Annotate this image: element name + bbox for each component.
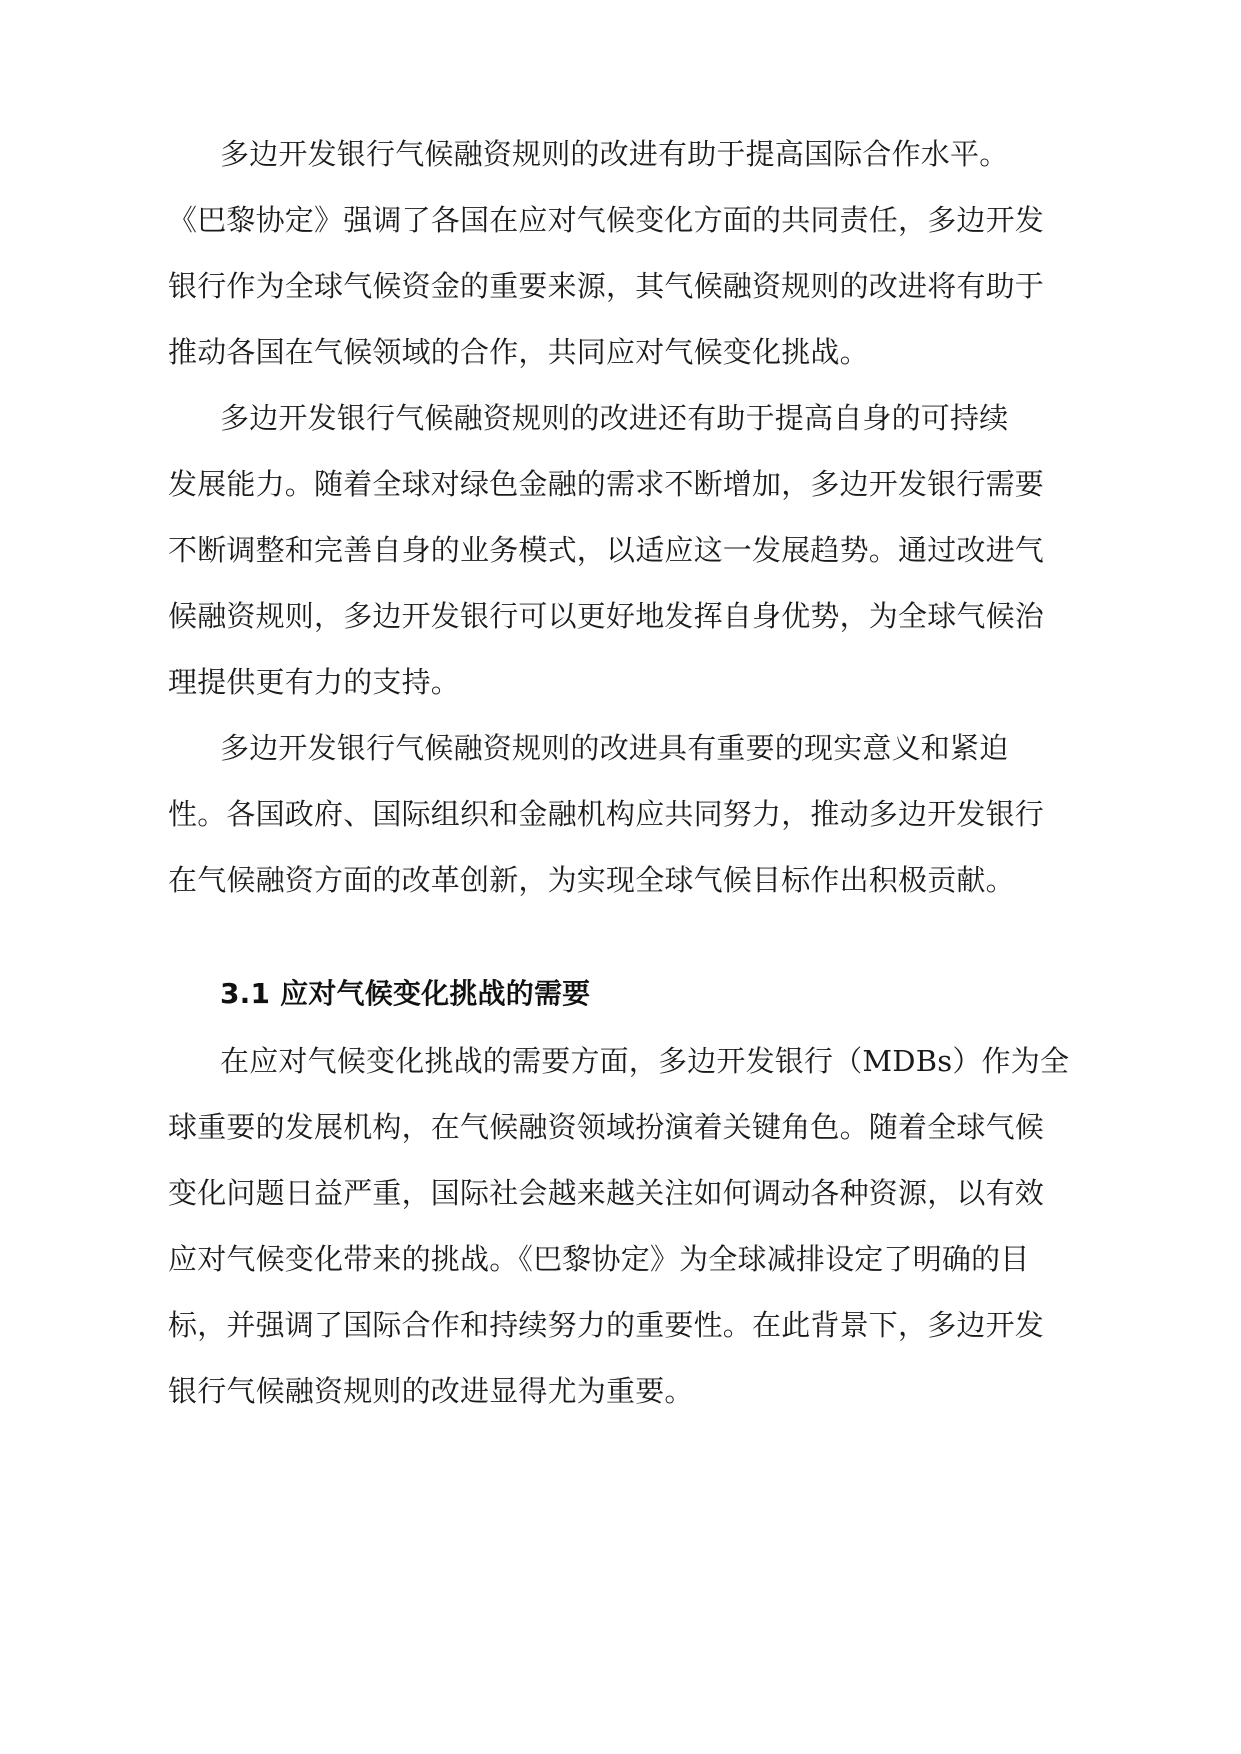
paragraph-1-line-1: 多边开发银行气候融资规则的改进有助于提高国际合作水平。 [220, 137, 1009, 171]
paragraph-2-line-4: 候融资规则，多边开发银行可以更好地发挥自身优势，为全球气候治 [168, 599, 1045, 633]
paragraph-2-line-1: 多边开发银行气候融资规则的改进还有助于提高自身的可持续 [220, 401, 1009, 435]
paragraph-1-line-2: 《巴黎协定》强调了各国在应对气候变化方面的共同责任，多边开发 [168, 203, 1045, 237]
paragraph-2-line-5: 理提供更有力的支持。 [168, 665, 461, 699]
section-paragraph-line-5: 标，并强调了国际合作和持续努力的重要性。在此背景下，多边开发 [168, 1308, 1045, 1342]
section-paragraph-line-1: 在应对气候变化挑战的需要方面，多边开发银行（MDBs）作为全 [220, 1044, 1070, 1078]
paragraph-1-line-3: 银行作为全球气候资金的重要来源，其气候融资规则的改进将有助于 [168, 269, 1045, 303]
section-heading: 3.1 应对气候变化挑战的需要 [220, 977, 591, 1010]
section-paragraph-line-3: 变化问题日益严重，国际社会越来越关注如何调动各种资源，以有效 [168, 1176, 1045, 1210]
paragraph-2-line-2: 发展能力。随着全球对绿色金融的需求不断增加，多边开发银行需要 [168, 467, 1045, 501]
paragraph-3-line-2: 性。各国政府、国际组织和金融机构应共同努力，推动多边开发银行 [168, 797, 1045, 831]
section-paragraph-line-2: 球重要的发展机构，在气候融资领域扮演着关键角色。随着全球气候 [168, 1110, 1045, 1144]
paragraph-3-line-3: 在气候融资方面的改革创新，为实现全球气候目标作出积极贡献。 [168, 863, 1015, 897]
section-paragraph-line-4: 应对气候变化带来的挑战。《巴黎协定》为全球减排设定了明确的目 [168, 1242, 1030, 1276]
paragraph-3-line-1: 多边开发银行气候融资规则的改进具有重要的现实意义和紧迫 [220, 731, 1009, 765]
paragraph-1-line-4: 推动各国在气候领域的合作，共同应对气候变化挑战。 [168, 335, 869, 369]
section-paragraph-line-6: 银行气候融资规则的改进显得尤为重要。 [168, 1374, 694, 1408]
paragraph-2-line-3: 不断调整和完善自身的业务模式，以适应这一发展趋势。通过改进气 [168, 533, 1045, 567]
